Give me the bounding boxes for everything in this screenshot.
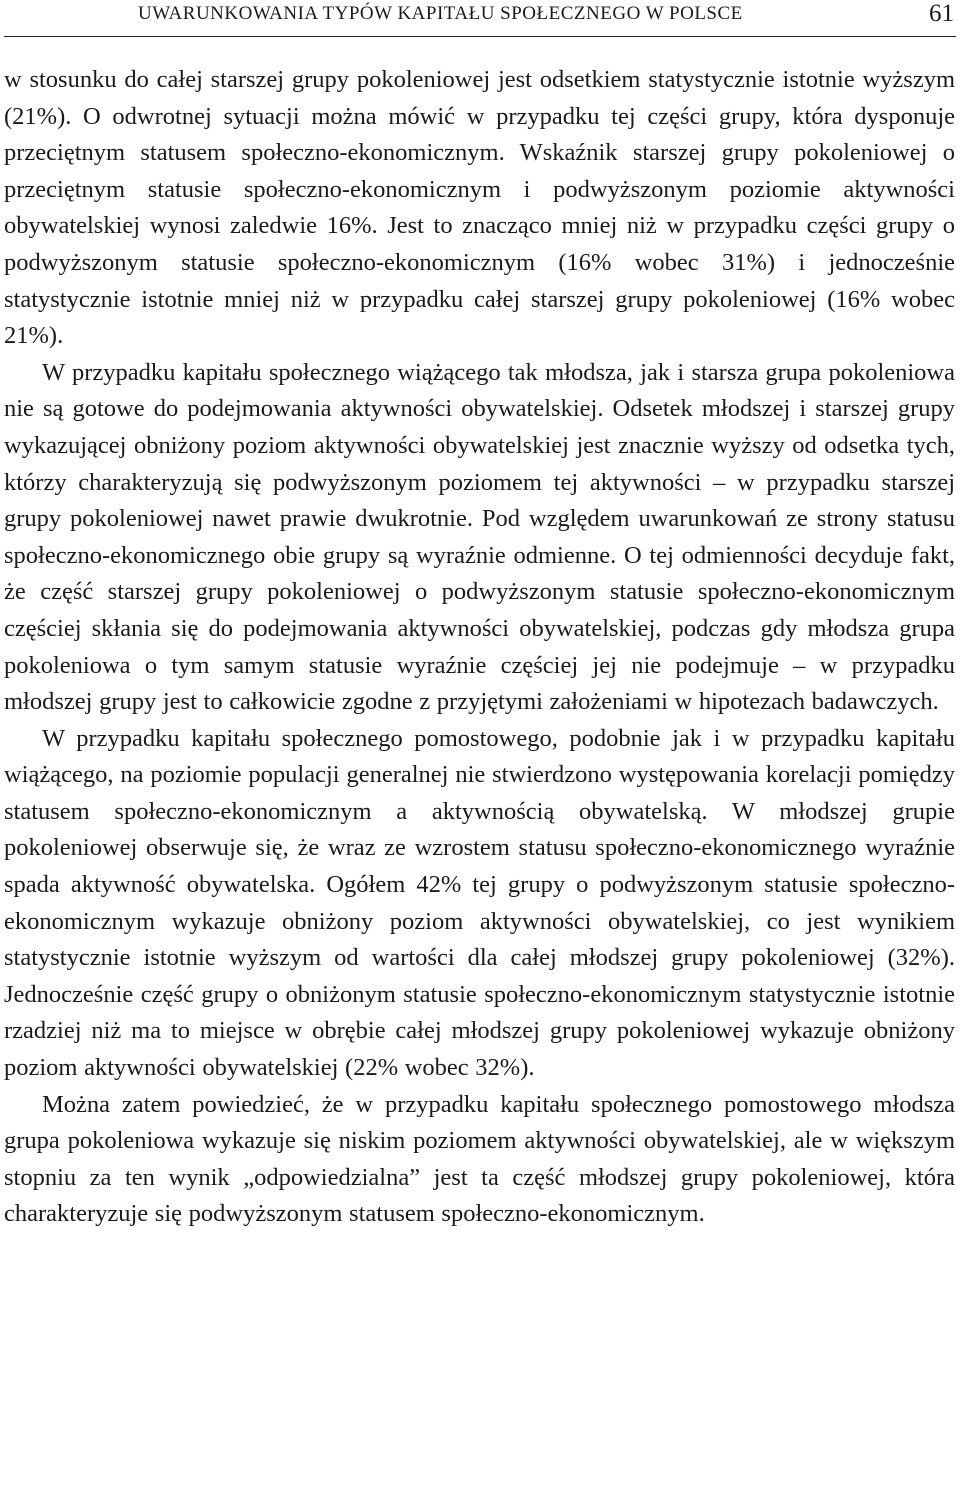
paragraph-continuation: w stosunku do całej starszej grupy pokoleniowej jest odsetkiem statystycznie istotnie wyższym (21%). O odwrotnej sytuacji można mówić w przypadku tej części grupy, która dysponuje przeciętnym statusem społeczno-ekonomicznym. Wskaźnik starszej grupy pokoleniowej o przeciętnym statusie społeczno-ekonomicznym i podwyższonym poziomie aktywności obywatelskiej wynosi zaledwie 16%. Jest to znacząco mniej niż w przypadku części grupy o podwyższonym statusie społeczno-ekonomicznym (16% wobec 31%) i jednocześnie statystycznie istotnie mniej niż w przypadku całej starszej grupy pokoleniowej (16% wobec 21%).	[4, 66, 955, 350]
running-title: UWARUNKOWANIA TYPÓW KAPITAŁU SPOŁECZNEGO W POLSCE	[138, 3, 743, 24]
running-header	[4, 0, 956, 37]
paragraph-bridging-capital: W przypadku kapitału społecznego pomostowego, podobnie jak i w przypadku kapitału wiążącego, na poziomie populacji generalnej nie stwierdzono występowania korelacji pomiędzy statusem społeczno-ekonomicznym a aktywnością obywatelską. W młodszej grupie pokoleniowej obserwuje się, że wraz ze wzrostem statusu społeczno-ekonomicznego wyraźnie spada aktywność obywatelska. Ogółem 42% tej grupy o podwyższonym statusie społeczno-ekonomicznym wykazuje obniżony poziom aktywności obywatelskiej, co jest wynikiem statystycznie istotnie wyższym od wartości dla całej młodszej grupy pokoleniowej (32%). Jednocześnie część grupy o obniżonym statusie społeczno-ekonomicznym statystycznie istotnie rzadziej niż ma to miejsce w obrębie całej młodszej grupy pokoleniowej wykazuje obniżony poziom aktywności obywatelskiej (22% wobec 32%).	[4, 724, 955, 1082]
page-number: 61	[929, 0, 954, 27]
paragraph-bonding-capital: W przypadku kapitału społecznego wiążącego tak młodsza, jak i starsza grupa pokoleniowa nie są gotowe do podejmowania aktywności obywatelskiej. Odsetek młodszej i starszej grupy wykazującej obniżony poziom aktywności obywatelskiej jest znacznie wyższy od odsetka tych, którzy charakteryzują się podwyższonym poziomem tej aktywności – w przypadku starszej grupy pokoleniowej nawet prawie dwukrotnie. Pod względem uwarunkowań ze strony statusu społeczno-ekonomicznego obie grupy są wyraźnie odmienne. O tej odmienności decyduje fakt, że część starszej grupy pokoleniowej o podwyższonym statusie społeczno-ekonomicznym częściej skłania się do podejmowania aktywności obywatelskiej, podczas gdy młodsza grupa pokoleniowa o tym samym statusie wyraźnie częściej jej nie podejmuje – w przypadku młodszej grupy jest to całkowicie zgodne z przyjętymi założeniami w hipotezach badawczych.	[4, 358, 955, 716]
paragraph-conclusion: Można zatem powiedzieć, że w przypadku kapitału społecznego pomostowego młodsza grupa pokoleniowa wykazuje się niskim poziomem aktywności obywatelskiej, ale w większym stopniu za ten wynik „odpowiedzialna” jest ta część młodszej grupy pokoleniowej, która charakteryzuje się podwyższonym statusem społeczno-ekonomicznym.	[4, 1090, 955, 1228]
body-text	[4, 62, 955, 1233]
